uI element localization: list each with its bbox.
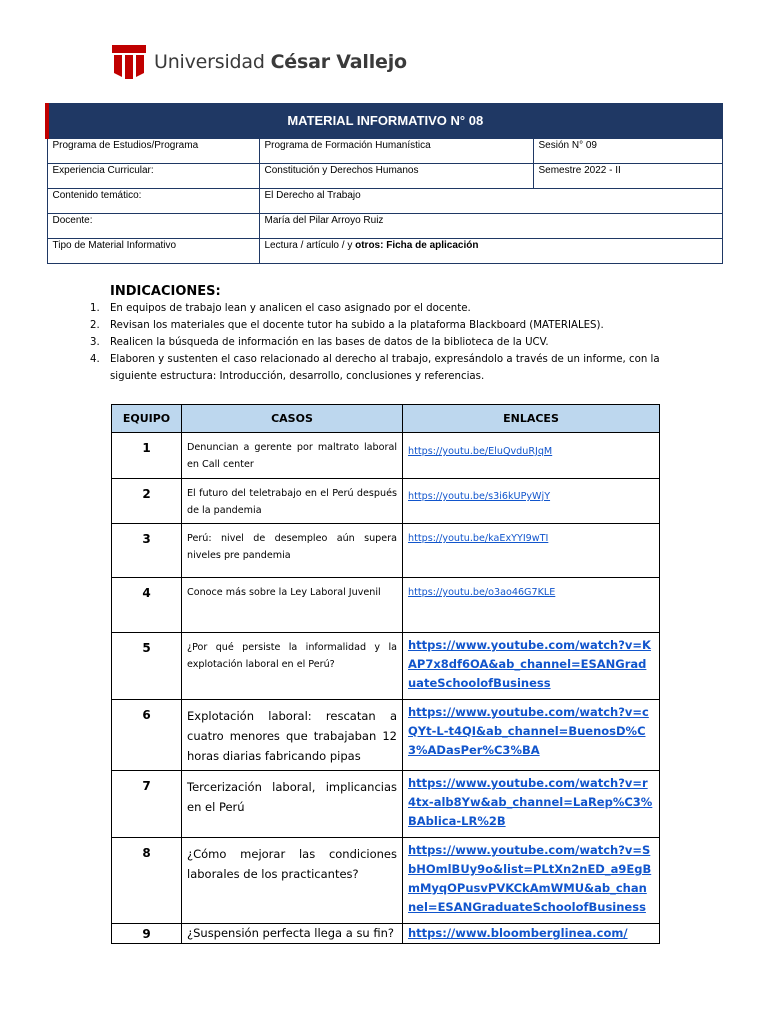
- header-label: Programa de Estudios/Programa: [47, 139, 259, 164]
- university-name: Universidad César Vallejo: [154, 51, 407, 73]
- header-label: Docente:: [47, 214, 259, 239]
- team-number: 7: [112, 771, 182, 838]
- table-row: [112, 838, 660, 924]
- header-label: Experiencia Curricular:: [47, 164, 259, 189]
- team-number: 6: [112, 700, 182, 771]
- case-link[interactable]: https://www.youtube.com/watch?v=KAP7x8df6OA&ab_channel=ESANGraduateSchoolofBusiness: [408, 638, 651, 690]
- table-row: [112, 771, 660, 838]
- case-title: Perú: nivel de desempleo aún supera niveles pre pandemia: [182, 524, 403, 578]
- indications-list: [90, 300, 670, 385]
- team-number: 8: [112, 838, 182, 924]
- header-row-program: [47, 139, 722, 164]
- case-link[interactable]: https://youtu.be/s3i6kUPyWjY: [408, 491, 551, 502]
- case-title: ¿Suspensión perfecta llega a su fin?: [182, 924, 403, 944]
- table-row: [112, 700, 660, 771]
- material-title: MATERIAL INFORMATIVO N° 08: [47, 104, 722, 139]
- case-link[interactable]: https://www.youtube.com/watch?v=cQYt-L-t4QI&ab_channel=BuenosD%C3%ADasPer%C3%BA: [408, 705, 649, 757]
- header-extra: Semestre 2022 - II: [533, 164, 722, 189]
- cases-header-row: [112, 405, 660, 433]
- university-logo: [110, 42, 407, 82]
- ucv-shield-icon: [110, 43, 148, 81]
- table-row: [112, 479, 660, 524]
- material-header-table: [45, 103, 723, 264]
- case-link[interactable]: https://youtu.be/o3ao46G7KLE: [408, 587, 556, 598]
- team-number: 4: [112, 578, 182, 633]
- case-title: ¿Cómo mejorar las condiciones laborales de los practicantes?: [182, 838, 403, 924]
- indication-item: 2. Revisan los materiales que el docente tutor ha subido a la plataforma Blackboard (MATERIALES).: [90, 320, 604, 331]
- team-number: 9: [112, 924, 182, 944]
- column-header-links: ENLACES: [403, 405, 660, 433]
- header-label: Contenido temático:: [47, 189, 259, 214]
- header-value: María del Pilar Arroyo Ruiz: [259, 214, 722, 239]
- header-extra: Sesión N° 09: [533, 139, 722, 164]
- header-value: El Derecho al Trabajo: [259, 189, 722, 214]
- column-header-team: EQUIPO: [112, 405, 182, 433]
- table-row: [112, 433, 660, 479]
- column-header-cases: CASOS: [182, 405, 403, 433]
- case-link[interactable]: https://www.youtube.com/watch?v=SbHOmlBUy9o&list=PLtXn2nED_a9EgBmMyqOPusvPVKCkAmWMU&ab_channel=ESANGraduateSchoolofBusiness: [408, 843, 652, 914]
- team-number: 1: [112, 433, 182, 479]
- header-row-content: [47, 189, 722, 214]
- table-row: [112, 633, 660, 700]
- header-label: Tipo de Material Informativo: [47, 239, 259, 264]
- cases-table: [111, 404, 660, 944]
- case-title: Conoce más sobre la Ley Laboral Juvenil: [182, 578, 403, 633]
- indication-item: 3. Realicen la búsqueda de información en las bases de datos de la biblioteca de la UCV.: [90, 337, 549, 348]
- table-row: [112, 578, 660, 633]
- header-row-material-type: [47, 239, 722, 264]
- team-number: 2: [112, 479, 182, 524]
- indications-title: INDICACIONES:: [110, 284, 221, 299]
- header-row-course: [47, 164, 722, 189]
- header-value: Lectura / artículo / y otros: Ficha de aplicación: [259, 239, 722, 264]
- case-title: Tercerización laboral, implicancias en el Perú: [182, 771, 403, 838]
- case-title: ¿Por qué persiste la informalidad y la explotación laboral en el Perú?: [182, 633, 403, 700]
- case-link[interactable]: https://youtu.be/kaExYYI9wTI: [408, 533, 549, 544]
- header-row-teacher: [47, 214, 722, 239]
- case-link[interactable]: https://www.bloomberglinea.com/: [408, 926, 628, 940]
- header-value: Constitución y Derechos Humanos: [259, 164, 533, 189]
- table-row: [112, 924, 660, 944]
- case-title: Denuncian a gerente por maltrato laboral en Call center: [182, 433, 403, 479]
- case-title: Explotación laboral: rescatan a cuatro menores que trabajaban 12 horas diarias fabricando pipas: [182, 700, 403, 771]
- indication-item: 4. Elaboren y sustenten el caso relacionado al derecho al trabajo, expresándolo a través de un informe, con la siguiente estructura: Introducción, desarrollo, conclusiones y referencias.: [90, 354, 660, 382]
- table-row: [112, 524, 660, 578]
- case-link[interactable]: https://www.youtube.com/watch?v=r4tx-alb8Yw&ab_channel=LaRep%C3%BAblica-LR%2B: [408, 776, 653, 828]
- header-value: Programa de Formación Humanística: [259, 139, 533, 164]
- team-number: 3: [112, 524, 182, 578]
- team-number: 5: [112, 633, 182, 700]
- case-link[interactable]: https://youtu.be/EluQvduRJqM: [408, 446, 553, 457]
- case-title: El futuro del teletrabajo en el Perú después de la pandemia: [182, 479, 403, 524]
- indication-item: 1. En equipos de trabajo lean y analicen el caso asignado por el docente.: [90, 303, 471, 314]
